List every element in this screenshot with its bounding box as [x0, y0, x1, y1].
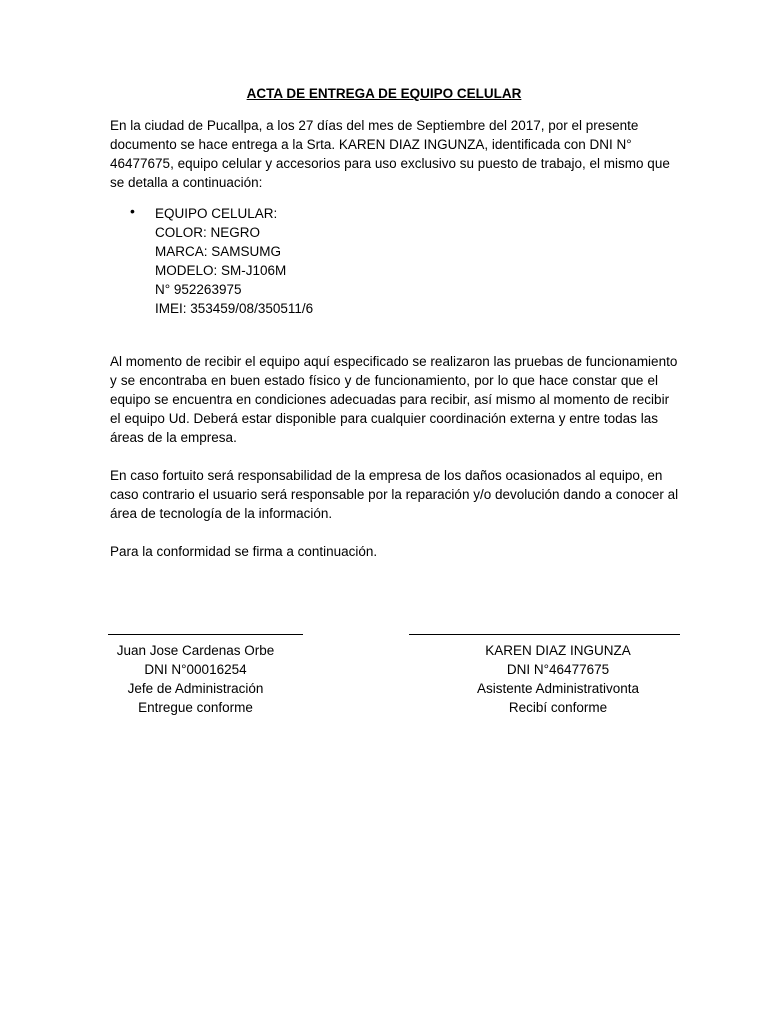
paragraph-line: área de tecnología de la información.: [110, 506, 333, 521]
signature-line-left: [108, 634, 303, 635]
equipment-list: [155, 204, 313, 318]
paragraph-line: caso contrario el usuario será responsable por la reparación y/o devolución dando a conocer al: [110, 487, 679, 502]
equipment-item: EQUIPO CELULAR:: [155, 206, 278, 221]
paragraph-line: Al momento de recibir el equipo aquí especificado se realizaron las pruebas de funcionamiento: [110, 354, 678, 369]
intro-paragraph: [110, 116, 670, 192]
reception-paragraph: [110, 352, 678, 447]
equipment-item: COLOR: NEGRO: [155, 225, 261, 240]
signature-block-right: [458, 641, 658, 717]
paragraph-line: áreas de la empresa.: [110, 430, 237, 445]
document-title: ACTA DE ENTREGA DE EQUIPO CELULAR: [246, 86, 522, 101]
intro-line: En la ciudad de Pucallpa, a los 27 días del mes de Septiembre del 2017, por el presente: [110, 118, 639, 133]
signer-dni: DNI N°46477675: [506, 662, 610, 677]
signer-note: Entregue conforme: [138, 700, 253, 715]
bullet-icon: •: [130, 203, 135, 219]
intro-line: documento se hace entrega a la Srta. KAREN DIAZ INGUNZA, identificada con DNI N°: [110, 137, 632, 152]
intro-line: 46477675, equipo celular y accesorios para uso exclusivo su puesto de trabajo, el mismo que: [110, 156, 670, 171]
signer-name: KAREN DIAZ INGUNZA: [485, 643, 631, 658]
responsibility-paragraph: [110, 466, 679, 523]
paragraph-line: y se encontraba en buen estado físico y de funcionamiento, por lo que hace constar que el: [110, 373, 658, 388]
signer-role: Jefe de Administración: [127, 681, 264, 696]
paragraph-line: En caso fortuito será responsabilidad de la empresa de los daños ocasionados al equipo, en: [110, 468, 663, 483]
signature-block-left: [108, 641, 283, 717]
equipment-item: MARCA: SAMSUMG: [155, 244, 282, 259]
paragraph-line: equipo se encuentra en condiciones adecuadas para recibir, así mismo al momento de recibir: [110, 392, 670, 407]
signer-note: Recibí conforme: [508, 700, 608, 715]
signer-role: Asistente Administrativonta: [476, 681, 640, 696]
signer-dni: DNI N°00016254: [144, 662, 247, 677]
equipment-item: IMEI: 353459/08/350511/6: [155, 301, 314, 316]
equipment-item: MODELO: SM-J106M: [155, 263, 287, 278]
equipment-item: N° 952263975: [155, 282, 242, 297]
signature-line-right: [409, 634, 680, 635]
signer-name: Juan Jose Cardenas Orbe: [116, 643, 275, 658]
intro-line: se detalla a continuación:: [110, 175, 263, 190]
conformity-paragraph: Para la conformidad se firma a continuación.: [110, 544, 378, 559]
paragraph-line: el equipo Ud. Deberá estar disponible para cualquier coordinación externa y entre todas las: [110, 411, 658, 426]
